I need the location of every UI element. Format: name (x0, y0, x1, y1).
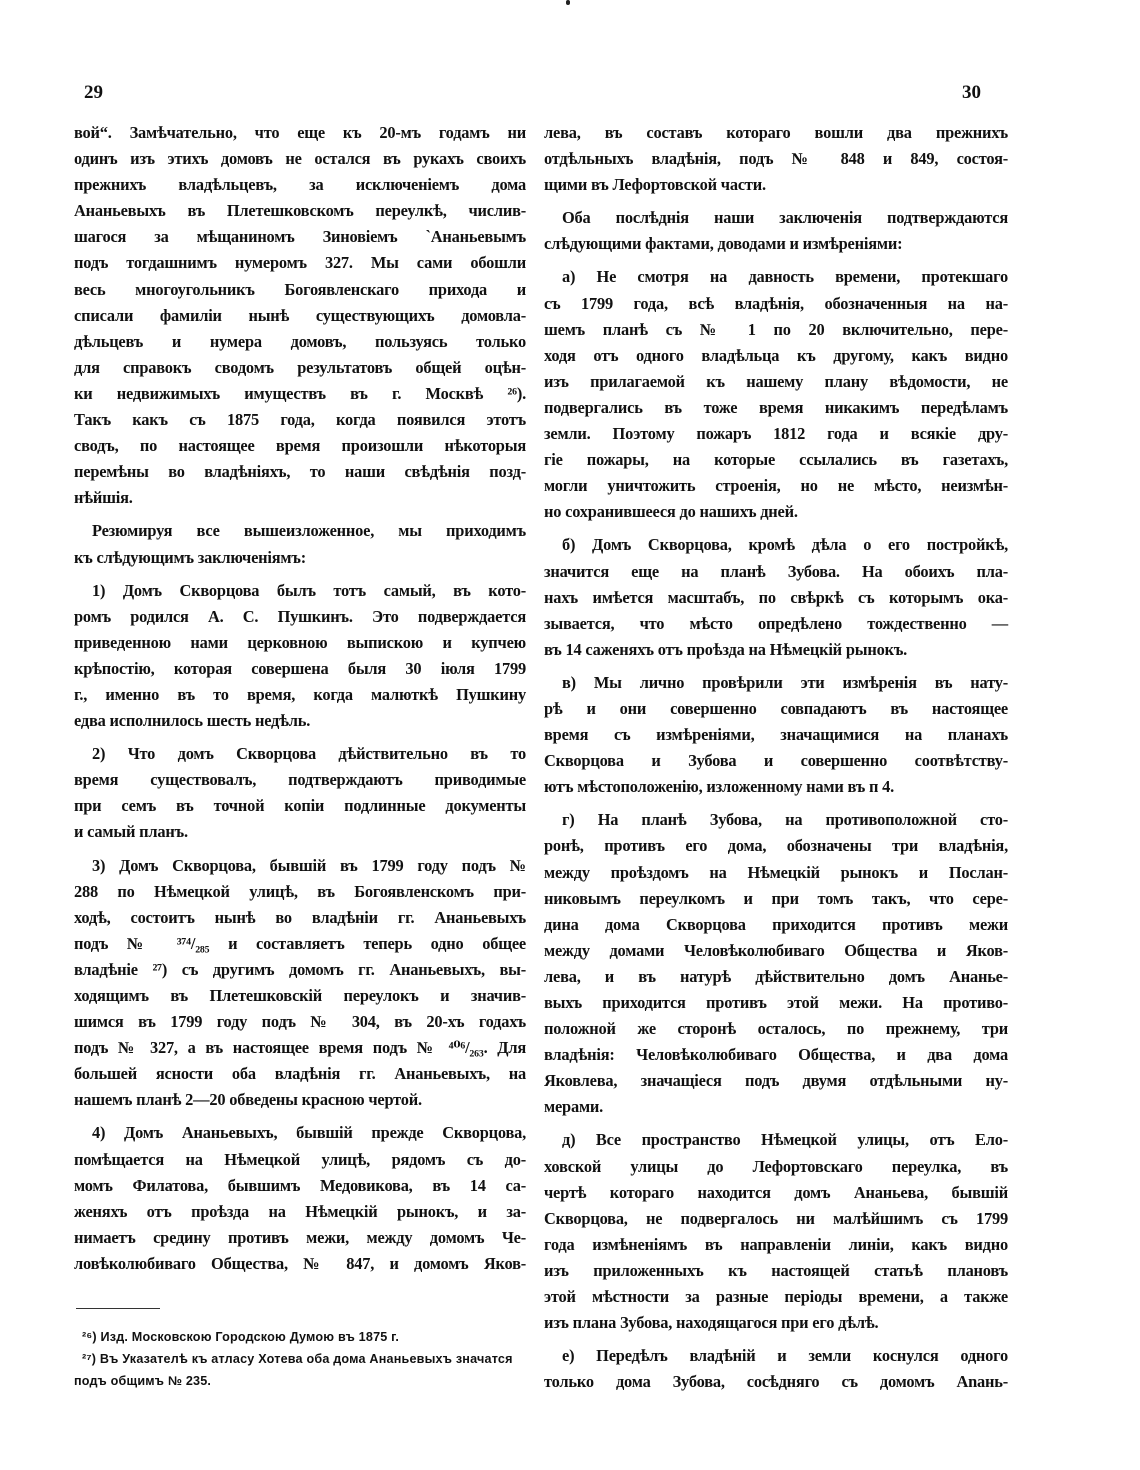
text-line: шагося за мѣщаниномъ Зиновiемъ `Ананьевымъ (74, 227, 526, 247)
text-line: весь многоугольникъ Богоявленскаго прихода и (74, 279, 526, 299)
text-line: приведенною нами церковною выпискою и купчею (74, 632, 526, 652)
text-line: Оба послѣднiя наши заключенiя подтверждаются (562, 208, 1008, 228)
text-line: перемѣны во владѣнiяхъ, то наши свѣдѣнiя позд- (74, 462, 526, 482)
text-line: время съ измѣренiями, значащимися на планахъ (544, 725, 1008, 745)
paragraph-gap (74, 1113, 526, 1120)
text-line: момъ Филатова, бывшимъ Медовикова, въ 14 са- (74, 1175, 526, 1195)
text-line: гiе пожары, на которые ссылались въ газетахъ, (544, 450, 1008, 470)
page-number-left: 29 (84, 82, 103, 103)
paragraph-gap (544, 1120, 1008, 1127)
text-line: нахъ имѣется масштабъ, по свѣркѣ съ которымъ ока- (544, 587, 1008, 607)
paragraph-gap (74, 846, 526, 853)
text-line: г) На планѣ Зубова, на противоположной сто- (562, 810, 1008, 830)
text-line: Скворцова, не подвергалось ни малѣйшимъ съ 1799 (544, 1208, 1008, 1228)
text-line: рѣ и они совершенно совпадаютъ въ настоящее (544, 698, 1008, 718)
text-line: помѣщается на Нѣмецкой улицѣ, рядомъ съ до- (74, 1149, 526, 1169)
text-line: время существовалъ, подтверждаютъ приводимые (74, 770, 526, 790)
right-column-text (544, 120, 1008, 1395)
text-line: шемъ планѣ съ № 1 по 20 включительно, пере- (544, 319, 1008, 339)
text-line: слѣдующими фактами, доводами и измѣренiями: (544, 234, 903, 254)
text-line: года измѣненiямъ въ направленiи линiи, какъ видно (544, 1234, 1008, 1254)
text-line: нашемъ планѣ 2—20 обведены красною чертой. (74, 1090, 422, 1110)
text-line: 2) Что домъ Скворцова дѣйствительно въ то (92, 744, 526, 764)
text-line: 1) Домъ Скворцова былъ тотъ самый, въ кото- (92, 580, 526, 600)
text-line: для справокъ сводомъ результатовъ общей оцѣн- (74, 357, 526, 377)
text-line: одинъ изъ этихъ домовъ не остался въ рукахъ своихъ (74, 149, 526, 169)
text-line: 3) Домъ Скворцова, бывшiй въ 1799 году подъ № (92, 855, 526, 875)
text-line: но сохранившееся до нашихъ дней. (544, 502, 798, 522)
footnote: подъ общимъ № 235. (74, 1374, 212, 1388)
text-line: ходя отъ одного владѣльца къ другому, какъ видно (544, 345, 1008, 365)
text-line: ронѣ, противъ его дома, обозначены три владѣнiя, (544, 836, 1008, 856)
text-line: шимся въ 1799 году подъ № 304, въ 20-хъ годахъ (74, 1012, 526, 1032)
text-line: большей ясности оба владѣнiя гг. Ананьевыхъ, на (74, 1064, 526, 1084)
text-line: мерами. (544, 1097, 604, 1117)
text-line: 4) Домъ Ананьевыхъ, бывшiй прежде Скворцова, (92, 1123, 526, 1143)
text-line: къ слѣдующимъ заключенiямъ: (74, 547, 306, 567)
text-line: съ 1799 года, всѣ владѣнiя, обозначенныя на на- (544, 293, 1008, 313)
paragraph-gap (544, 257, 1008, 264)
text-line: списали фамилiи нынѣ существующихъ домовла- (74, 305, 526, 325)
text-line: ходѣ, состоитъ нынѣ во владѣнiи гг. Ананьевыхъ (74, 907, 526, 927)
paragraph-gap (544, 1336, 1008, 1343)
text-line: могли уничтожить строенiя, но не мѣсто, неизмѣн- (544, 476, 1008, 496)
text-line: нимаетъ средину противъ межи, между домомъ Че- (74, 1227, 526, 1247)
text-line: Такъ какъ съ 1875 года, когда появился этотъ (74, 410, 526, 430)
text-line: изъ приложенныхъ къ настоящей статьѣ плановъ (544, 1260, 1008, 1280)
paragraph-gap (544, 198, 1008, 205)
text-line: едва исполнилось шесть недѣль. (74, 711, 311, 731)
text-line: лева, въ составъ котораго вошли два прежнихъ (544, 123, 1008, 142)
text-line: ховской улицы до Лефортовскаго переулка, въ (544, 1156, 1008, 1176)
text-line: отдѣльныхъ владѣнiя, подъ № 848 и 849, состоя- (544, 149, 1008, 169)
text-line: владѣнiе ²⁷) съ другимъ домомъ гг. Ананьевыхъ, вы- (74, 959, 526, 979)
text-line: зывается, что мѣсто опредѣлено тождественно — (544, 613, 1008, 633)
text-line: только дома Зубова, сосѣдняго съ домомъ Anaнь- (544, 1372, 1008, 1392)
text-line: выхъ приходится противъ этой межи. На противо- (544, 993, 1008, 1012)
text-line: ходящимъ въ Плетешковскiй переулокъ и значив- (74, 986, 526, 1005)
text-line: чертѣ котораго находится домъ Ананьева, бывшiй (544, 1182, 1008, 1202)
text-line: подъ № ³⁷⁴/₂₈₅ и составляетъ теперь одно общее (74, 933, 526, 953)
text-line: между домами Человѣколюбиваго Общества и Яков- (544, 940, 1008, 960)
text-line: положной же сторонѣ осталось, по прежнему, три (544, 1019, 1008, 1039)
paragraph-gap (544, 525, 1008, 532)
text-line: между проѣздомъ на Нѣмецкiй рынокъ и Послан- (544, 862, 1008, 882)
paragraph-gap (74, 511, 526, 518)
text-line: Скворцова и Зубова и совершенно соотвѣтству- (544, 751, 1008, 771)
paragraph-gap (74, 734, 526, 741)
text-line: а) Не смотря на давность времени, протекшаго (562, 267, 1008, 287)
text-line: подъ тогдашнимъ нумеромъ 327. Мы сами обошли (74, 253, 526, 273)
text-line: подвергались въ тоже время никакимъ передѣламъ (544, 397, 1008, 417)
text-line: этой мѣстности за разные перiоды времени, а также (544, 1287, 1008, 1307)
scan-speck (566, 0, 570, 5)
text-line: е) Передѣлъ владѣнiй и земли коснулся одного (562, 1346, 1008, 1366)
text-line: въ 14 саженяхъ отъ проѣзда на Нѣмецкiй рынокъ. (544, 639, 908, 659)
paragraph-gap (74, 571, 526, 578)
text-line: дина дома Скворцова приходится противъ межи (544, 914, 1008, 934)
paragraph-gap (544, 663, 1008, 670)
footnote-divider (76, 1308, 160, 1309)
text-line: подъ № 327, а въ настоящее время подъ № ⁴⁰⁶/₂₆₃. Для (74, 1038, 526, 1058)
text-line: ромъ родился А. С. Пушкинъ. Это подверждается (74, 606, 526, 626)
text-line: в) Мы лично провѣрили эти измѣренiя въ нату- (562, 672, 1008, 692)
text-line: Резюмируя все вышеизложенное, мы приходимъ (92, 521, 526, 541)
text-line: Яковлева, значащiеся подъ двумя отдѣльными ну- (544, 1071, 1008, 1091)
text-line: изъ плана Зубова, находящагося при его дѣлѣ. (544, 1313, 879, 1333)
text-line: земли. Поэтому пожаръ 1812 года и всякiе дру- (544, 424, 1008, 444)
text-line: дѣльцевъ и нумера домовъ, пользуясь только (74, 331, 526, 351)
text-line: никовымъ переулкомъ и при томъ такъ, что сере- (544, 888, 1008, 908)
text-line: и самый планъ. (74, 822, 188, 842)
text-line: женяхъ отъ проѣзда на Нѣмецкiй рынокъ, и за- (74, 1201, 526, 1221)
text-line: нѣйшiя. (74, 488, 133, 508)
text-line: владѣнiя: Человѣколюбиваго Общества, и два дома (544, 1045, 1008, 1065)
text-line: вой“. Замѣчательно, что еще къ 20-мъ годамъ ни (74, 123, 526, 142)
text-line: ки недвижимыхъ имуществъ въ г. Москвѣ ²⁶). (74, 383, 526, 403)
paragraph-gap (544, 800, 1008, 807)
text-line: д) Все пространство Нѣмецкой улицы, отъ Ело- (562, 1130, 1008, 1150)
text-line: прежнихъ владѣльцевъ, за исключенiемъ дома (74, 175, 526, 195)
text-line: б) Домъ Скворцова, кромѣ дѣла о его постройкѣ, (562, 535, 1008, 555)
left-column-text (74, 120, 526, 1277)
text-line: ютъ мѣстоположенiю, изложенному нами въ п 4. (544, 777, 895, 797)
page-number-right: 30 (962, 82, 981, 103)
text-line: значится еще на планѣ Зубова. На обоихъ пла- (544, 561, 1008, 581)
text-line: Ананьевыхъ въ Плетешковскомъ переулкѣ, числив- (74, 201, 526, 221)
text-line: сводъ, по настоящее время произошли нѣкоторыя (74, 436, 526, 456)
footnote: ²⁶) Изд. Московскою Городскою Думою въ 1875 г. (82, 1330, 400, 1344)
footnote: ²⁷) Въ Указателѣ къ атласу Хотева оба дома Ананьевыхъ значатся (82, 1352, 513, 1366)
text-line: ловѣколюбиваго Общества, № 847, и домомъ Яков- (74, 1253, 526, 1273)
text-line: 288 по Нѣмецкой улицѣ, въ Богоявленскомъ при- (74, 881, 526, 901)
text-line: г., именно въ то время, когда малюткѣ Пушкину (74, 684, 526, 704)
text-line: изъ прилагаемой къ нашему плану вѣдомости, не (544, 371, 1008, 391)
text-line: крѣпостiю, которая совершена быля 30 iюля 1799 (74, 658, 526, 678)
text-line: щими въ Лефортовской части. (544, 175, 766, 195)
footnotes (74, 1326, 526, 1392)
text-line: при семъ въ точной копiи подлинные документы (74, 796, 526, 816)
text-line: лева, и въ натурѣ дѣйствительно домъ Ананье- (544, 966, 1008, 986)
